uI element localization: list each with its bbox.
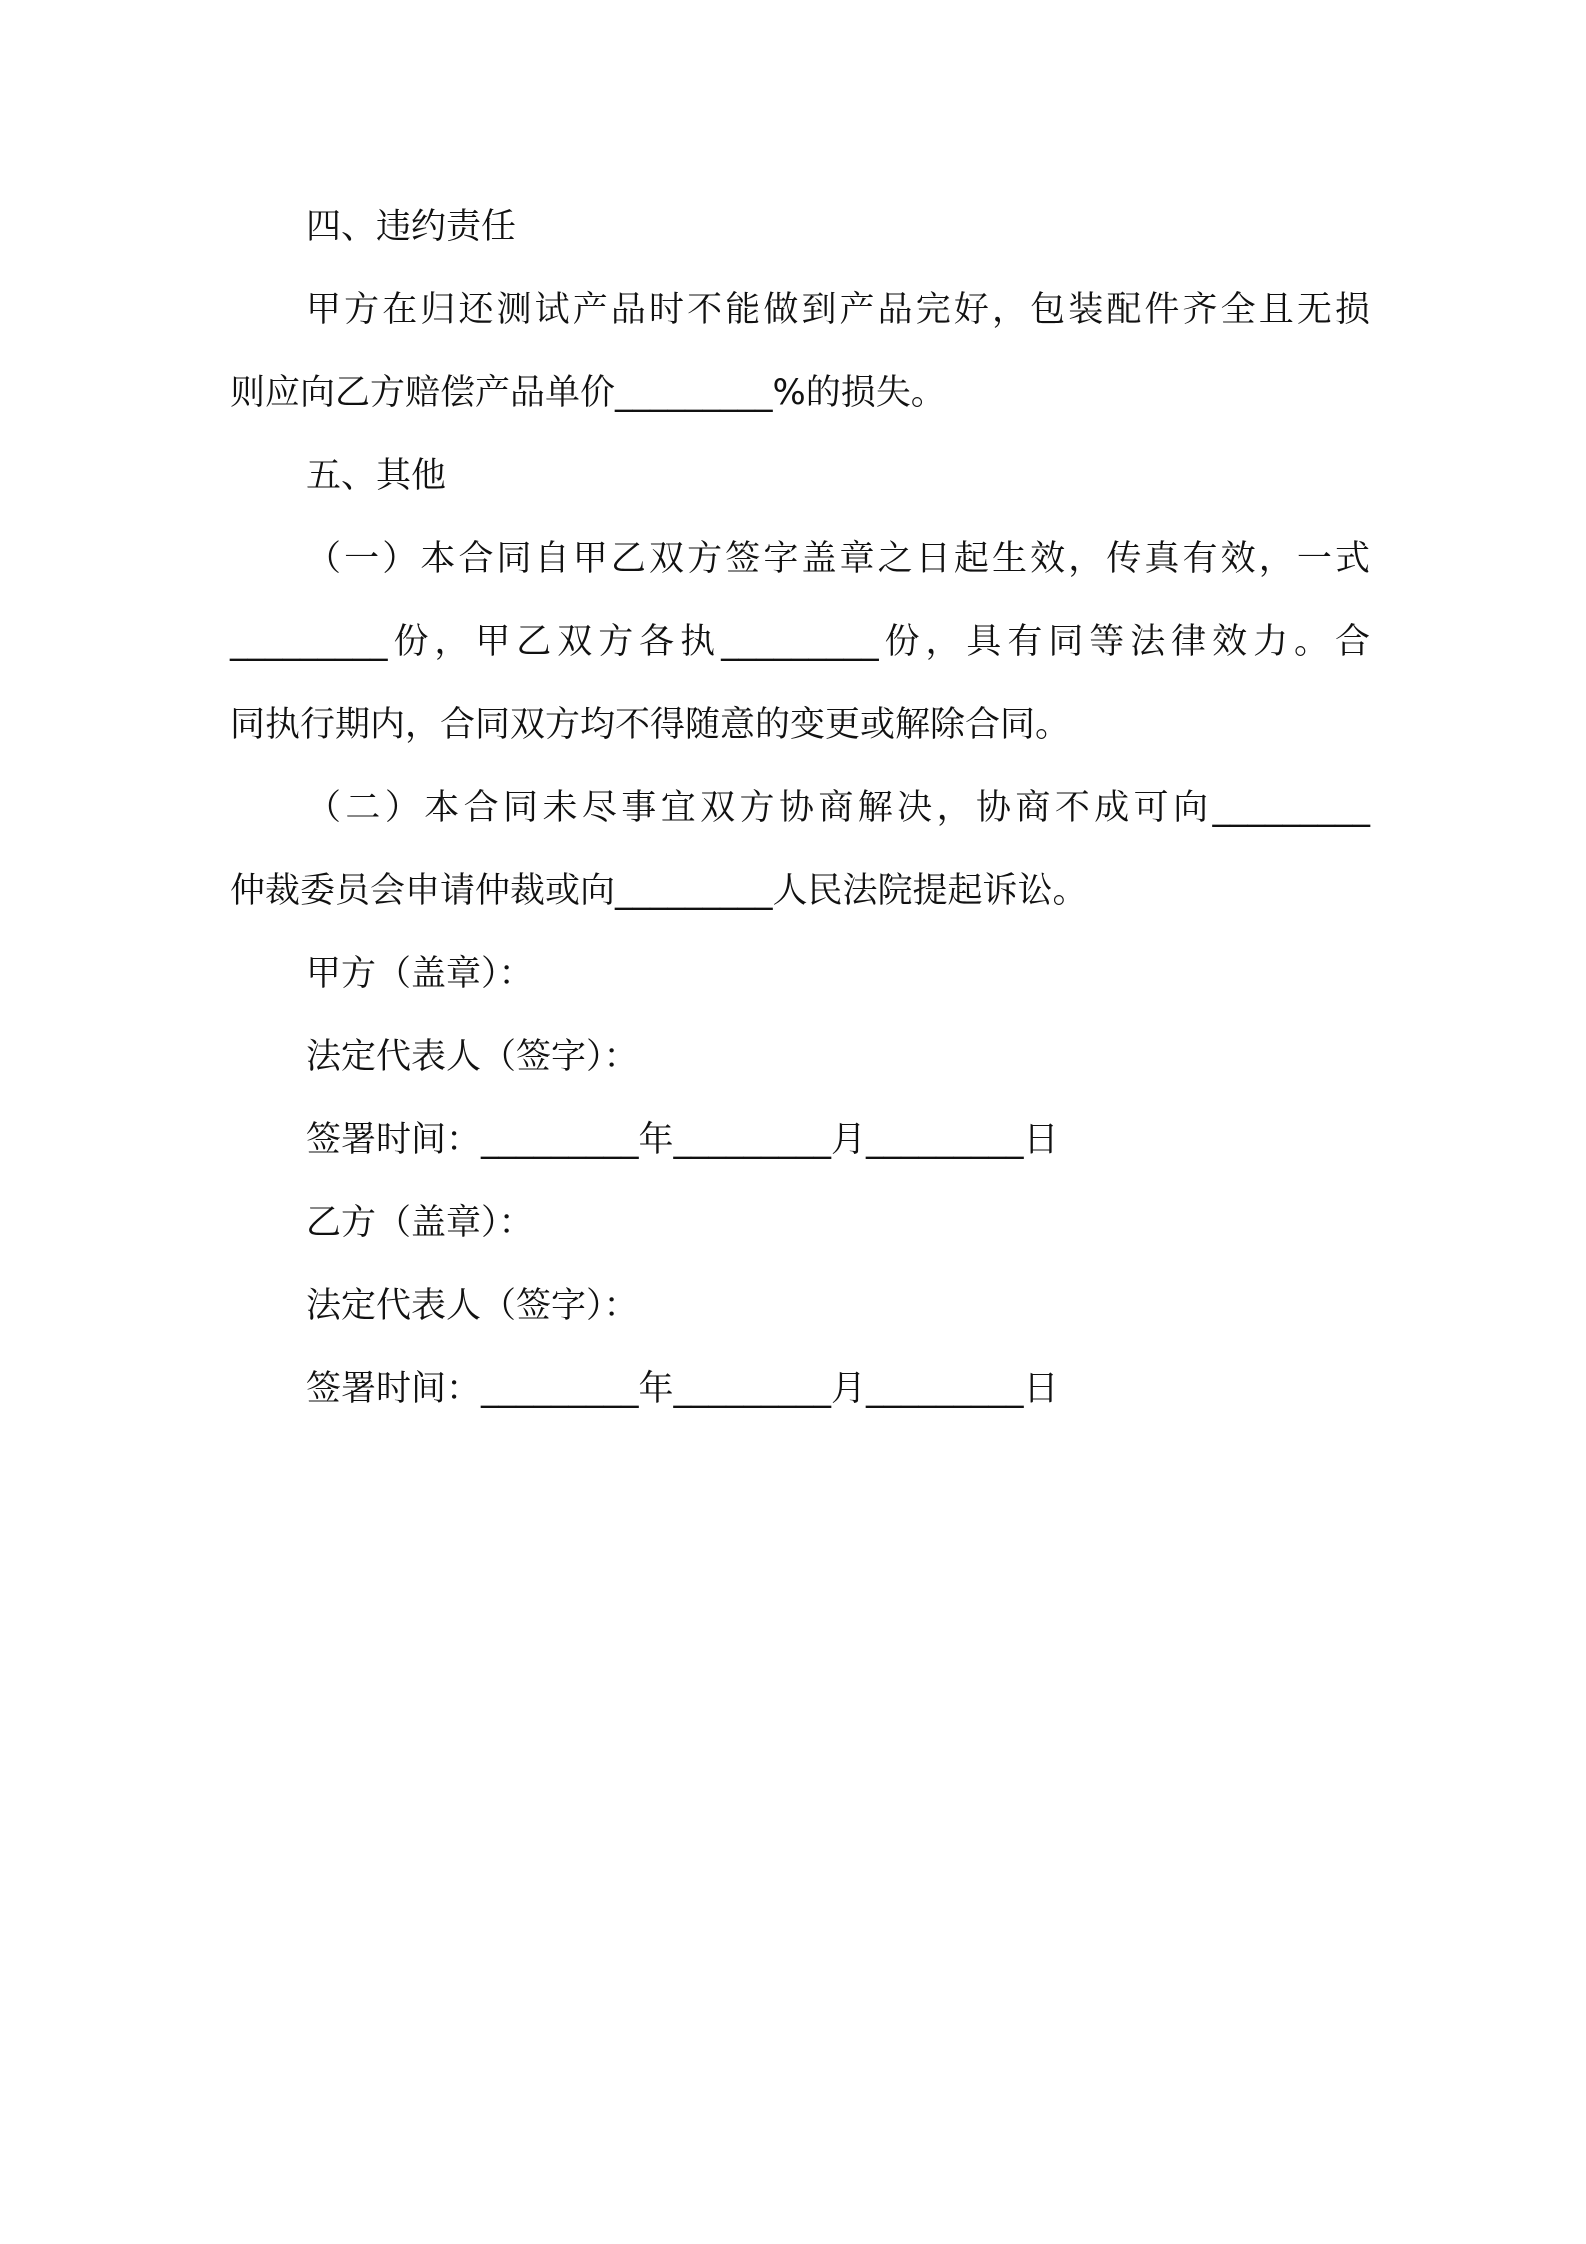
party-b-seal-label: 乙方（盖章）： xyxy=(306,1203,534,1243)
party-a-sign-date: 签署时间：_________年_________月_________日 xyxy=(306,1120,1059,1160)
clause-1-line-2: _________份，甲乙双方各执_________份，具有同等法律效力。合 xyxy=(230,622,1370,662)
section-4-paragraph-line-1: 甲方在归还测试产品时不能做到产品完好，包装配件齐全且无损 xyxy=(306,290,1370,330)
clause-1-line-3: 同执行期内，合同双方均不得随意的变更或解除合同。 xyxy=(230,705,1071,745)
clause-2-line-1: （二）本合同未尽事宜双方协商解决，协商不成可向_________ xyxy=(306,788,1370,828)
section-4-heading: 四、违约责任 xyxy=(306,207,517,247)
section-4-paragraph-line-2: 则应向乙方赔偿产品单价_________%的损失。 xyxy=(230,373,946,413)
party-a-representative-label: 法定代表人（签字）： xyxy=(306,1037,639,1077)
party-b-representative-label: 法定代表人（签字）： xyxy=(306,1286,639,1326)
section-5-heading: 五、其他 xyxy=(306,456,447,496)
party-a-seal-label: 甲方（盖章）： xyxy=(306,954,534,994)
clause-1-line-1: （一）本合同自甲乙双方签字盖章之日起生效，传真有效，一式 xyxy=(306,539,1370,579)
clause-2-line-2: 仲裁委员会申请仲裁或向_________人民法院提起诉讼。 xyxy=(230,871,1088,911)
party-b-sign-date: 签署时间：_________年_________月_________日 xyxy=(306,1369,1059,1409)
